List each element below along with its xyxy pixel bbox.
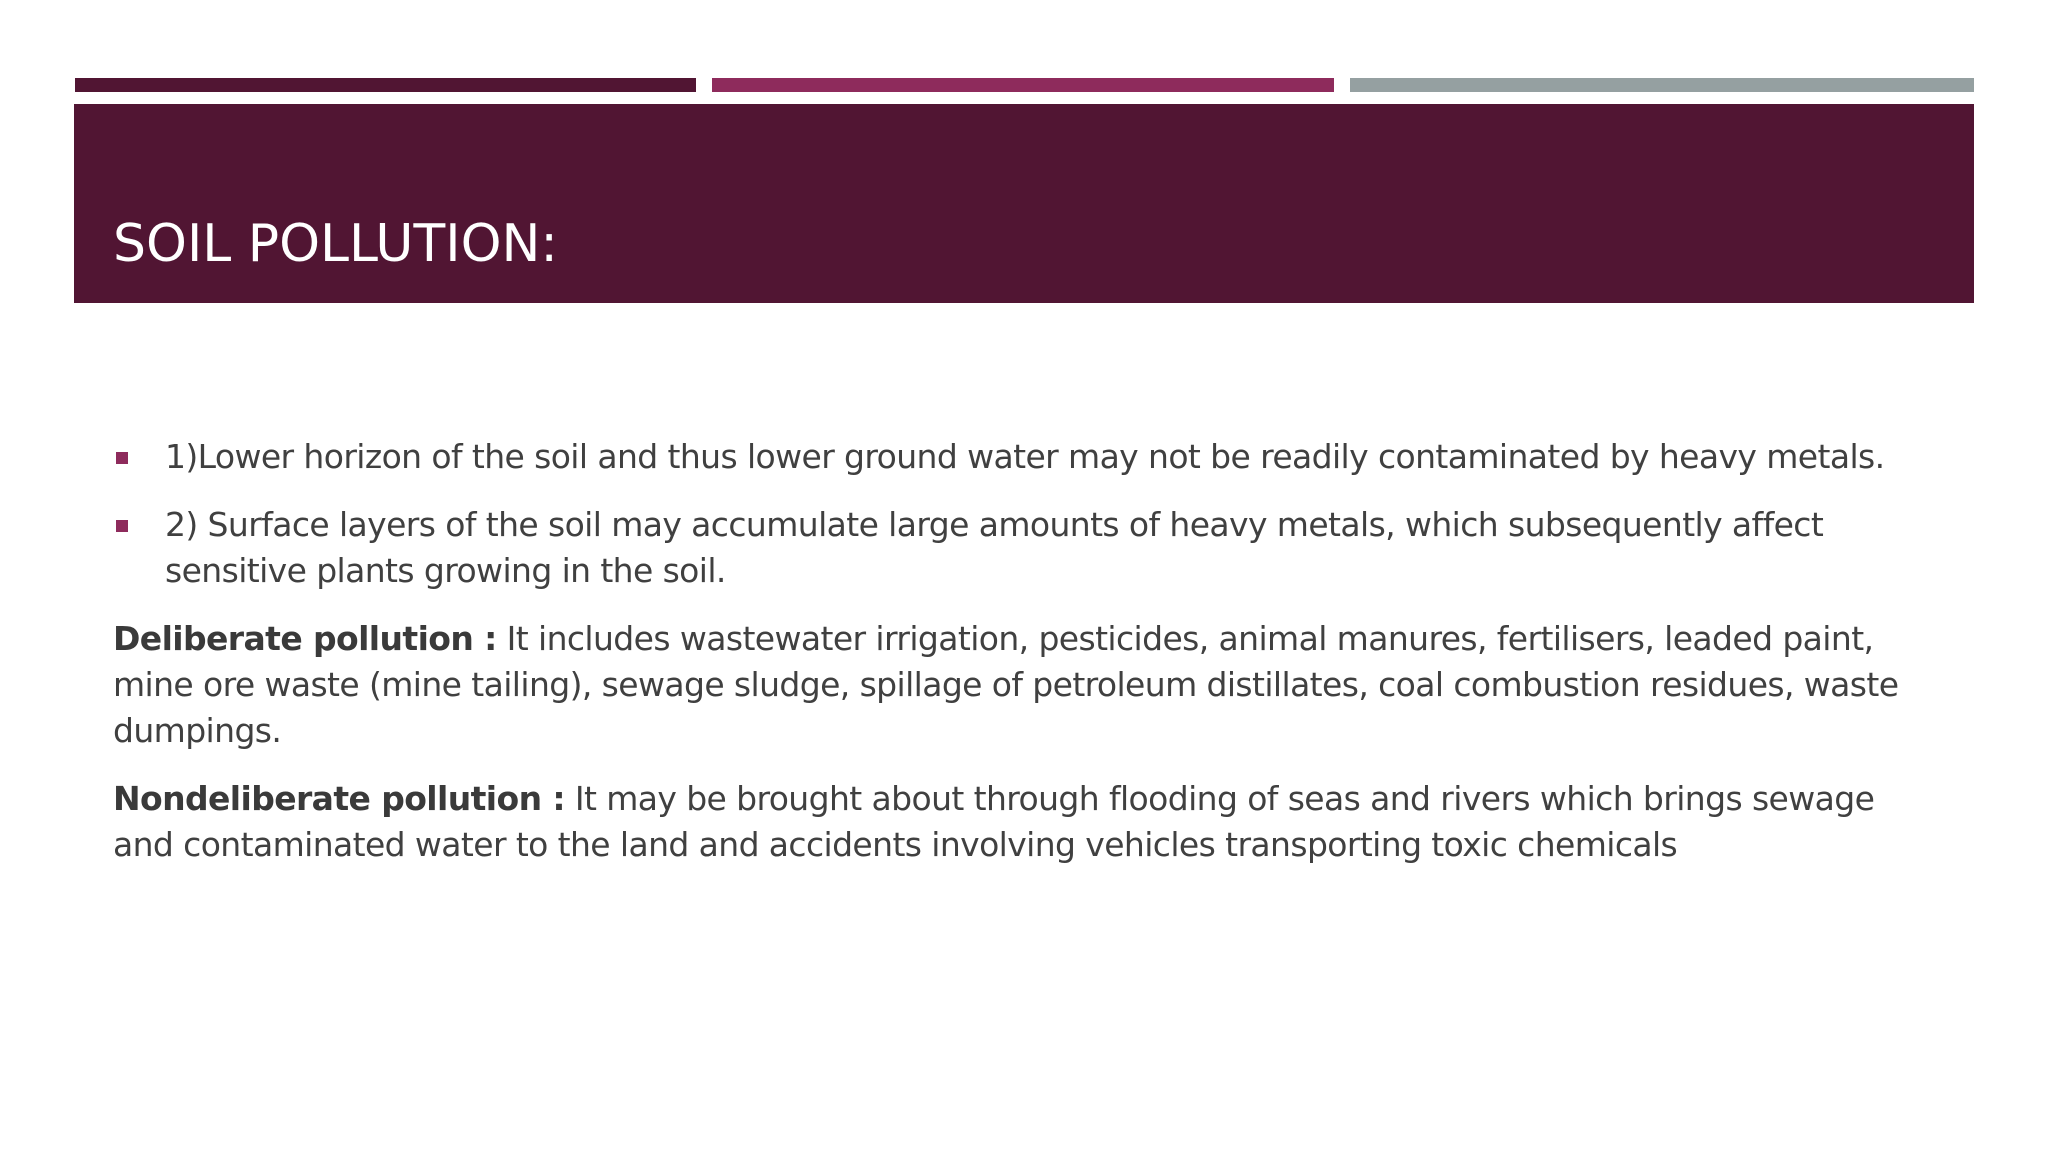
bullet-item [113,434,1943,480]
bullet-text: 2) Surface layers of the soil may accumulate large amounts of heavy metals, which subsequently affect sensitive plants growing in the soil. [165,505,1824,590]
nondeliberate-pollution-text: It may be brought about through flooding of seas and rivers which brings sewage and contaminated water to the land and accidents involving vehicles transporting toxic chemicals [113,779,1875,864]
deliberate-pollution-text: It includes wastewater irrigation, pesticides, animal manures, fertilisers, leaded paint, mine ore waste (mine tailing), sewage sludge, spillage of petroleum distillates, coal combustion residues, waste dumpings. [113,619,1899,750]
slide-content [113,434,1943,890]
bullet-text: 1)Lower horizon of the soil and thus lower ground water may not be readily contaminated by heavy metals. [165,437,1885,476]
bullet-item [113,502,1943,594]
nondeliberate-pollution-heading: Nondeliberate pollution : [113,779,565,818]
square-bullet-icon [116,520,128,532]
deliberate-pollution-paragraph [113,616,1943,754]
deliberate-pollution-heading: Deliberate pollution : [113,619,497,658]
bullet-list [113,434,1943,594]
accent-bar-dark [75,78,696,92]
accent-bar-gray [1350,78,1974,92]
square-bullet-icon [116,452,128,464]
accent-bar-magenta [712,78,1334,92]
slide-title: SOIL POLLUTION: [113,214,558,274]
nondeliberate-pollution-paragraph [113,776,1943,868]
